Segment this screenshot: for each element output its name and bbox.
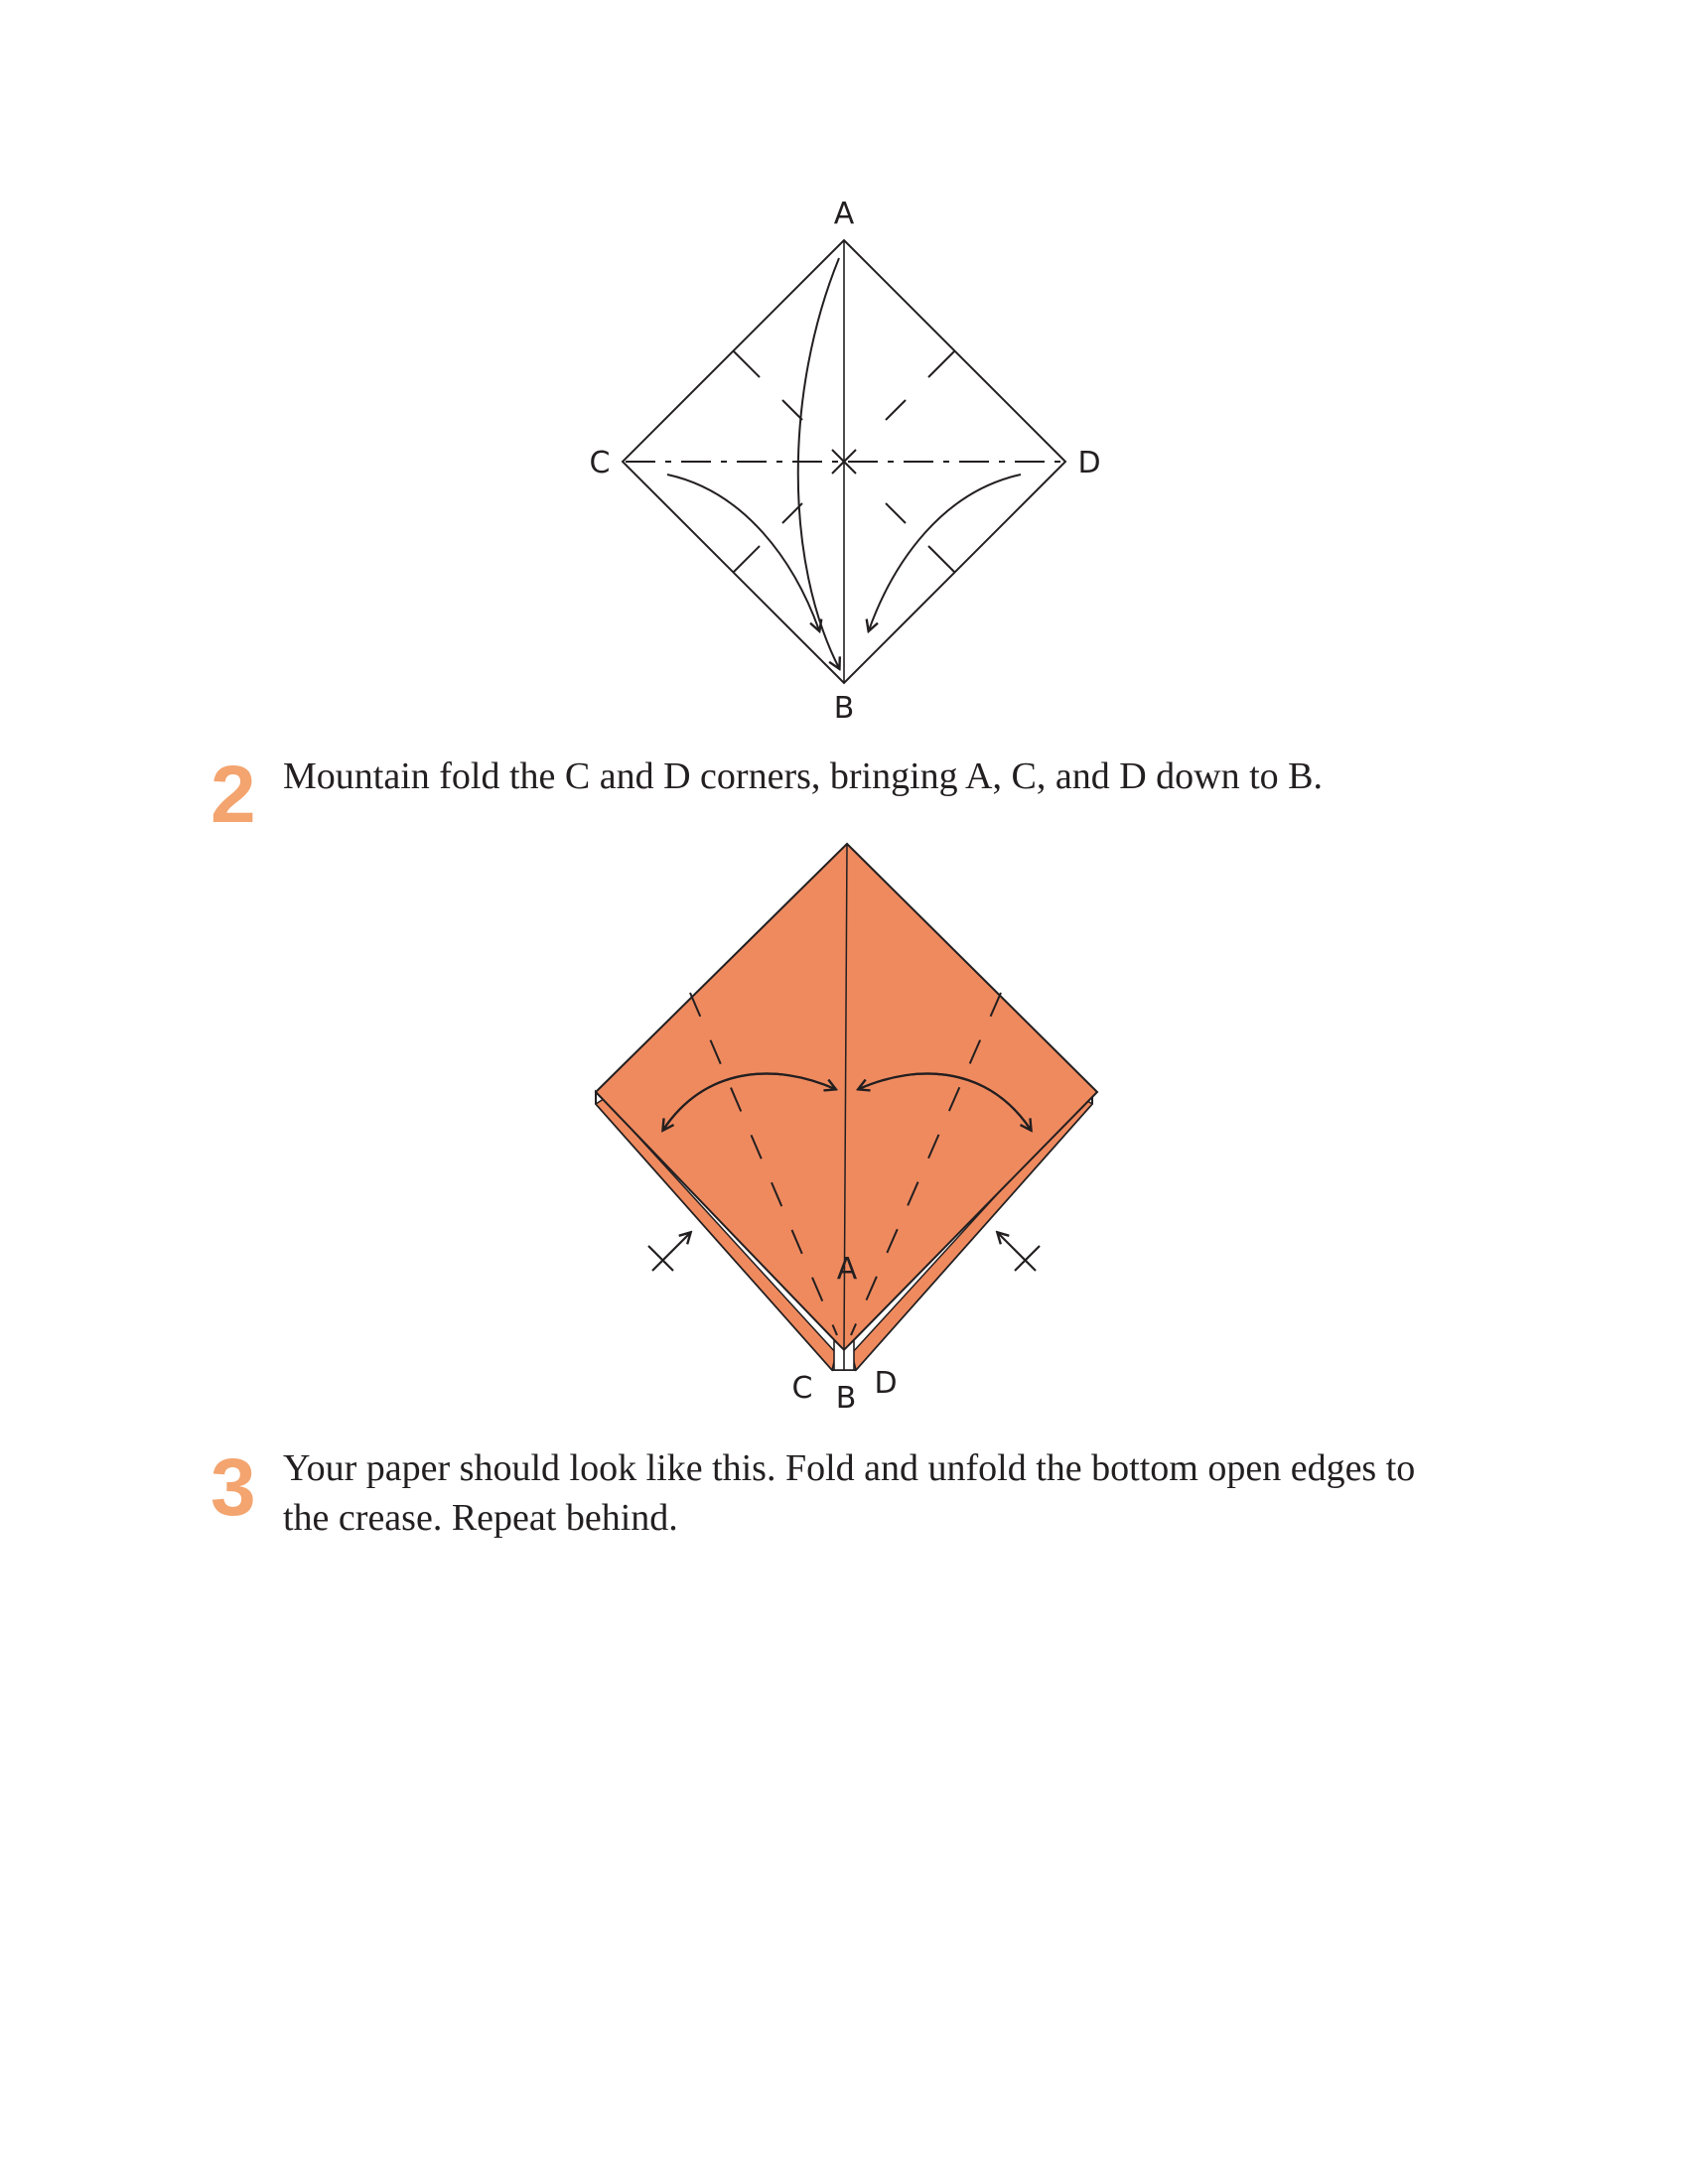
step-2-number: 2 [211,750,256,840]
label-b: B [835,1381,857,1416]
label-b: B [833,691,855,726]
step-3-number: 3 [211,1442,256,1533]
label-a: A [833,197,855,231]
label-d: D [874,1366,898,1401]
label-c: C [589,446,611,480]
diagram-1-square-folds [556,184,1132,730]
label-a: A [836,1252,858,1287]
repeat-behind-right-icon [998,1233,1040,1271]
label-d: D [1077,446,1101,480]
step-2-instruction: Mountain fold the C and D corners, bringing A, C, and D down to B. [283,755,1324,797]
label-c: C [791,1371,813,1406]
repeat-behind-left-icon [648,1233,690,1271]
step-3-instruction: Your paper should look like this. Fold and unfold the bottom open edges to the crease. Repeat behind. [283,1447,1416,1539]
diagram-2-folded-diamond [556,829,1132,1425]
